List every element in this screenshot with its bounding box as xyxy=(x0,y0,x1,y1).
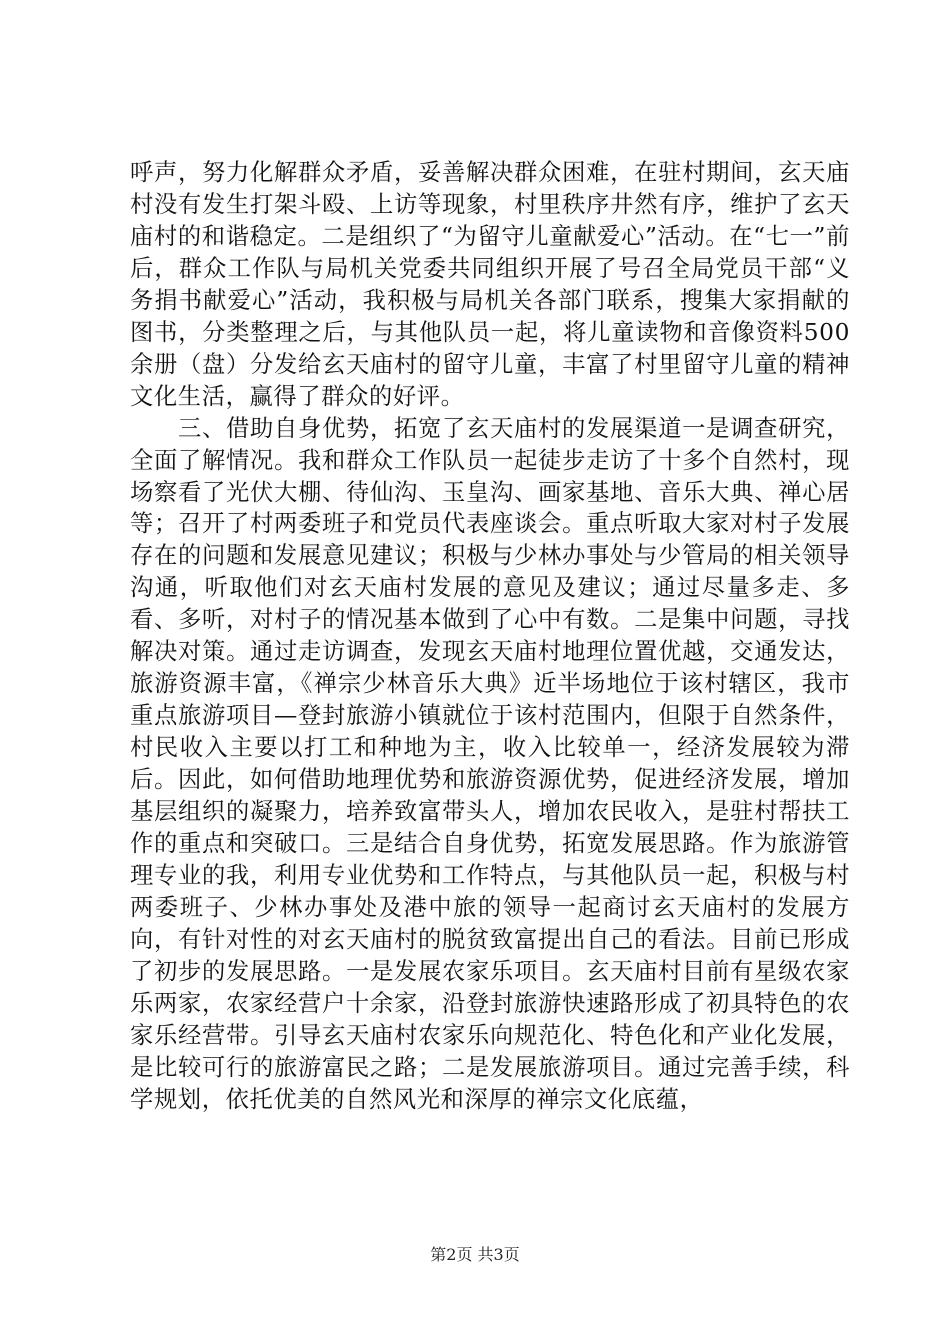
paragraph-section-three: 三、借助自身优势，拓宽了玄天庙村的发展渠道一是调查研究，全面了解情况。我和群众工作队员一起徒步走访了十多个自然村，现场察看了光伏大棚、待仙沟、玉皇沟、画家基地、音乐大典、禅心居等；召开了村两委班子和党员代表座谈会。重点听取大家对村子发展存在的问题和发展意见建议；积极与少林办事处与少管局的相关领导沟通，听取他们对玄天庙村发展的意见及建议；通过尽量多走、多看、多听，对村子的情况基本做到了心中有数。二是集中问题，寻找解决对策。通过走访调查，发现玄天庙村地理位置优越，交通发达，旅游资源丰富，《禅宗少林音乐大典》近半场地位于该村辖区，我市重点旅游项目—登封旅游小镇就位于该村范围内，但限于自然条件，村民收入主要以打工和种地为主，收入比较单一，经济发展较为滞后。因此，如何借助地理优势和旅游资源优势，促进经济发展，增加基层组织的凝聚力，培养致富带头人，增加农民收入，是驻村帮扶工作的重点和突破口。三是结合自身优势，拓宽发展思路。作为旅游管理专业的我，利用专业优势和工作特点，与其他队员一起，积极与村两委班子、少林办事处及港中旅的领导一起商讨玄天庙村的发展方向，有针对性的对玄天庙村的脱贫致富提出自己的看法。目前已形成了初步的发展思路。一是发展农家乐项目。玄天庙村目前有星级农家乐两家，农家经营户十余家，沿登封旅游快速路形成了初具特色的农家乐经营带。引导玄天庙村农家乐向规范化、特色化和产业化发展，是比较可行的旅游富民之路；二是发展旅游项目。通过完善手续，科学规划，依托优美的自然风光和深厚的禅宗文化底蕴， xyxy=(130,414,850,1113)
paragraph-continuation: 呼声，努力化解群众矛盾，妥善解决群众困难，在驻村期间，玄天庙村没有发生打架斗殴、上访等现象，村里秩序井然有序，维护了玄天庙村的和谐稳定。二是组织了“为留守儿童献爱心”活动。在“七一”前后，群众工作队与局机关党委共同组织开展了号召全局党员干部“义务捐书献爱心”活动，我积极与局机关各部门联系，搜集大家捐献的图书，分类整理之后，与其他队员一起，将儿童读物和音像资料500余册（盘）分发给玄天庙村的留守儿童，丰富了村里留守儿童的精神文化生活，赢得了群众的好评。 xyxy=(130,159,850,410)
page-footer: 第2页 共3页 xyxy=(430,1245,520,1264)
document-body xyxy=(130,157,850,1116)
